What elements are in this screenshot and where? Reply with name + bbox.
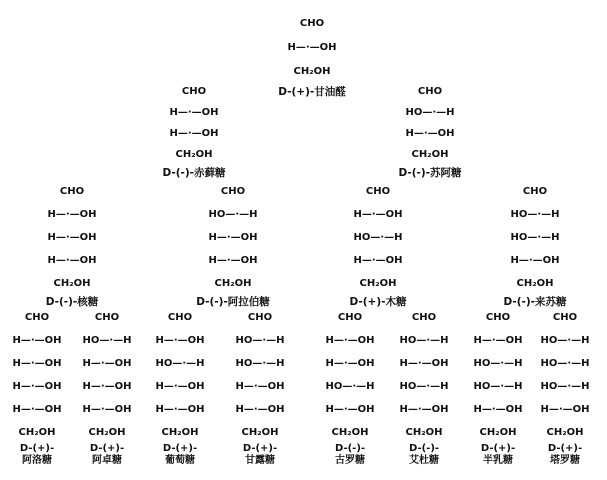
sugar-name: 葡萄糖 — [165, 455, 195, 466]
sugar-name: D-(-)-赤藓糖 — [162, 167, 226, 179]
stereocenter-row: H—·—OH — [208, 255, 258, 266]
hydroxymethyl-label: CH₂OH — [175, 149, 213, 160]
sugar-name: 阿洛糖 — [22, 455, 52, 466]
sugar-name-prefix: D-(+)- — [19, 443, 55, 454]
stereocenter-row: H—·—OH — [235, 381, 285, 392]
sugar-name: 半乳糖 — [483, 455, 513, 466]
aldehyde-label: CHO — [181, 86, 207, 97]
stereocenter-row: HO—·—H — [208, 209, 258, 220]
stereocenter-row: H—·—OH — [287, 42, 337, 53]
stereocenter-row: H—·—OH — [155, 335, 205, 346]
sugar-name: D-(+)-木糖 — [349, 296, 407, 308]
aldehyde-label: CHO — [299, 18, 325, 29]
stereocenter-row: H—·—OH — [473, 404, 523, 415]
aldehyde-label: CHO — [94, 312, 120, 323]
stereocenter-row: H—·—OH — [399, 404, 449, 415]
stereocenter-row: H—·—OH — [169, 107, 219, 118]
sugar-name-prefix: D-(+)- — [162, 443, 198, 454]
aldehyde-label: CHO — [337, 312, 363, 323]
stereocenter-row: HO—·—H — [510, 209, 560, 220]
aldehyde-label: CHO — [59, 186, 85, 197]
stereocenter-row: HO—·—H — [540, 381, 590, 392]
stereocenter-row: H—·—OH — [325, 358, 375, 369]
stereocenter-row: H—·—OH — [82, 404, 132, 415]
aldehyde-label: CHO — [167, 312, 193, 323]
hydroxymethyl-label: CH₂OH — [546, 427, 584, 438]
stereocenter-row: HO—·—H — [540, 358, 590, 369]
stereocenter-row: H—·—OH — [473, 335, 523, 346]
aldehyde-label: CHO — [411, 312, 437, 323]
stereocenter-row: H—·—OH — [169, 128, 219, 139]
sugar-name: D-(-)-核糖 — [45, 296, 99, 308]
stereocenter-row: H—·—OH — [208, 232, 258, 243]
sugar-name: 甘露糖 — [245, 455, 275, 466]
aldehyde-label: CHO — [485, 312, 511, 323]
stereocenter-row: HO—·—H — [399, 335, 449, 346]
stereocenter-row: HO—·—H — [473, 358, 523, 369]
stereocenter-row: H—·—OH — [353, 255, 403, 266]
stereocenter-row: H—·—OH — [325, 404, 375, 415]
sugar-name-prefix: D-(+)- — [89, 443, 125, 454]
aldehyde-label: CHO — [522, 186, 548, 197]
stereocenter-row: H—·—OH — [12, 381, 62, 392]
hydroxymethyl-label: CH₂OH — [331, 427, 369, 438]
hydroxymethyl-label: CH₂OH — [479, 427, 517, 438]
hydroxymethyl-label: CH₂OH — [214, 278, 252, 289]
stereocenter-row: H—·—OH — [12, 335, 62, 346]
stereocenter-row: H—·—OH — [155, 381, 205, 392]
aldehyde-label: CHO — [220, 186, 246, 197]
stereocenter-row: HO—·—H — [405, 107, 455, 118]
stereocenter-row: HO—·—H — [540, 335, 590, 346]
aldehyde-label: CHO — [417, 86, 443, 97]
hydroxymethyl-label: CH₂OH — [516, 278, 554, 289]
stereocenter-row: H—·—OH — [235, 404, 285, 415]
stereocenter-row: HO—·—H — [399, 381, 449, 392]
stereocenter-row: H—·—OH — [82, 381, 132, 392]
stereocenter-row: H—·—OH — [155, 404, 205, 415]
hydroxymethyl-label: CH₂OH — [241, 427, 279, 438]
stereocenter-row: H—·—OH — [325, 335, 375, 346]
hydroxymethyl-label: CH₂OH — [411, 149, 449, 160]
stereocenter-row: H—·—OH — [12, 358, 62, 369]
sugar-name: 古罗糖 — [335, 455, 365, 466]
aldehyde-label: CHO — [365, 186, 391, 197]
stereocenter-row: HO—·—H — [473, 381, 523, 392]
sugar-name: 艾杜糖 — [409, 455, 439, 466]
hydroxymethyl-label: CH₂OH — [161, 427, 199, 438]
stereocenter-row: HO—·—H — [82, 335, 132, 346]
sugar-name-prefix: D-(+)- — [480, 443, 516, 454]
stereocenter-row: H—·—OH — [540, 404, 590, 415]
sugar-name: D-(-)-苏阿糖 — [398, 167, 462, 179]
sugar-name: 塔罗糖 — [550, 455, 580, 466]
sugar-name-prefix: D-(+)- — [547, 443, 583, 454]
sugar-name: D-(+)-甘油醛 — [278, 86, 346, 98]
hydroxymethyl-label: CH₂OH — [293, 66, 331, 77]
stereocenter-row: H—·—OH — [82, 358, 132, 369]
stereocenter-row: H—·—OH — [47, 232, 97, 243]
aldehyde-label: CHO — [247, 312, 273, 323]
stereocenter-row: H—·—OH — [12, 404, 62, 415]
sugar-name: 阿卓糖 — [92, 455, 122, 466]
stereocenter-row: H—·—OH — [405, 128, 455, 139]
hydroxymethyl-label: CH₂OH — [18, 427, 56, 438]
stereocenter-row: H—·—OH — [353, 209, 403, 220]
stereocenter-row: HO—·—H — [510, 232, 560, 243]
sugar-name-prefix: D-(-)- — [334, 443, 366, 454]
stereocenter-row: HO—·—H — [325, 381, 375, 392]
hydroxymethyl-label: CH₂OH — [359, 278, 397, 289]
stereocenter-row: H—·—OH — [47, 209, 97, 220]
hydroxymethyl-label: CH₂OH — [88, 427, 126, 438]
stereocenter-row: HO—·—H — [155, 358, 205, 369]
aldehyde-label: CHO — [552, 312, 578, 323]
stereocenter-row: H—·—OH — [510, 255, 560, 266]
stereocenter-row: HO—·—H — [235, 335, 285, 346]
stereocenter-row: H—·—OH — [47, 255, 97, 266]
stereocenter-row: H—·—OH — [399, 358, 449, 369]
stereocenter-row: HO—·—H — [235, 358, 285, 369]
hydroxymethyl-label: CH₂OH — [405, 427, 443, 438]
sugar-name-prefix: D-(-)- — [408, 443, 440, 454]
sugar-name: D-(-)-阿拉伯糖 — [196, 296, 270, 308]
aldehyde-label: CHO — [24, 312, 50, 323]
sugar-name: D-(-)-来苏糖 — [503, 296, 567, 308]
hydroxymethyl-label: CH₂OH — [53, 278, 91, 289]
stereocenter-row: HO—·—H — [353, 232, 403, 243]
sugar-name-prefix: D-(+)- — [242, 443, 278, 454]
